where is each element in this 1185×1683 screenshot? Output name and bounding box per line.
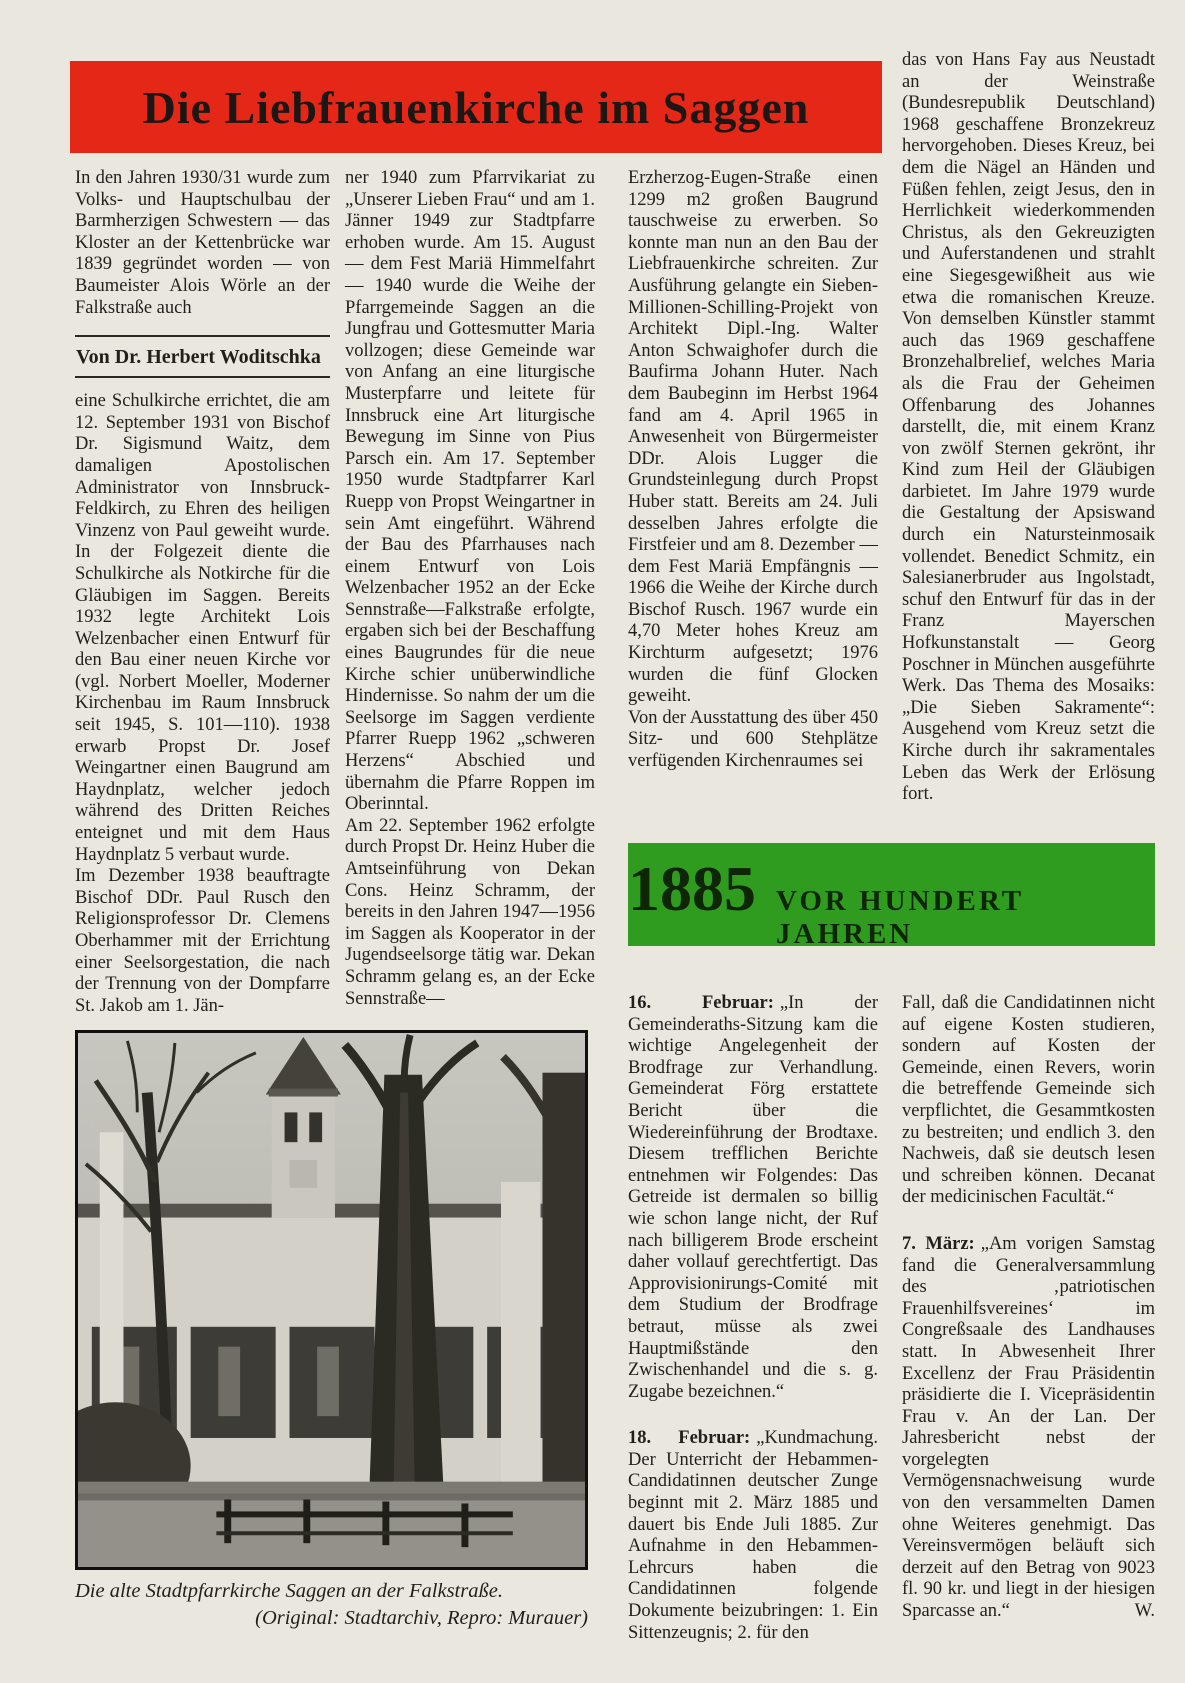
article-column-2 bbox=[345, 168, 595, 1010]
entry-text: „Kundmachung. Der Unterricht der Hebammen-Candidatinnen deutscher Zunge beginnt mit 2. März 1885 und dauert bis Ende Juli 1885. Zur Aufnahme in den Hebammen-Lehrcurs haben die Candidatinnen folgende Dokumente beizubringen: 1. Ein Sittenzeugnis; 2. für den bbox=[628, 1428, 878, 1643]
article-column-4 bbox=[902, 50, 1155, 806]
century-entry bbox=[628, 993, 878, 1403]
body-paragraph: das von Hans Fay aus Neustadt an der Weinstraße (Bundesrepublik Deutschland) 1968 geschaffene Bronzekreuz hervorgehoben. Dieses Kreuz, bei dem die Nägel an Händen und Füßen fehlen, zeigt Jesus, den in Herrlichkeit wiederkommenden Christus, als den Gekreuzigten und Auferstandenen und strahlt eine Siegesgewißheit aus wie etwa die romanischen Kreuze. Von demselben Künstler stammt auch das 1969 geschaffene Bronzehalbrelief, welches Maria als die Frau der Geheimen Offenbarung des Johannes darstellt, die, mit einem Kranz von zwölf Sternen gekrönt, ihr Kind zum Heil der Gläubigen darbietet. Im Jahre 1979 wurde die Gestaltung der Apsiswand durch ein Natursteinmosaik vollendet. Benedict Schmitz, ein Salesianerbruder aus Ingolstadt, schuf den Entwurf für das in der Franz Mayerschen Hofkunstanstalt — Georg Poschner in München ausgeführte Werk. Das Thema des Mosaiks: „Die Sieben Sakramente“: Ausgehend vom Kreuz setzt die Kirche durch ihr sakramentales Leben das Werk der Erlösung fort. bbox=[902, 50, 1155, 805]
body-paragraph: Am 22. September 1962 erfolgte durch Propst Dr. Heinz Huber die Amtseinführung von Dekan Cons. Heinz Schramm, der bereits in den Jahren 1947—1956 im Saggen als Kooperator in der Jugendseelsorge tätig war. Dekan Schramm gelang es, an der Ecke Sennstraße— bbox=[345, 815, 595, 1009]
body-paragraph: eine Schulkirche errichtet, die am 12. September 1931 von Bischof Dr. Sigismund Waitz, dem damaligen Apostolischen Administrator von Innsbruck-Feldkirch, zu Ehren des heiligen Vinzenz von Paul geweiht wurde. In der Folgezeit diente die Schulkirche als Notkirche für die Gläubigen im Saggen. Bereits 1932 legte Architekt Lois Welzenbacher einen Entwurf für den Bau einer neuen Kirche vor (vgl. Norbert Moeller, Moderner Kirchenbau im Raum Innsbruck seit 1945, S. 101—110). 1938 erwarb Propst Dr. Josef Weingartner einen Baugrund am Haydnplatz, welcher jedoch während des Dritten Reiches enteignet und mit dem Haus Haydnplatz 5 verbaut wurde. bbox=[75, 391, 330, 865]
century-banner-title: VOR HUNDERT JAHREN bbox=[776, 885, 1024, 950]
century-entry bbox=[902, 1234, 1155, 1623]
entry-date: 7. März: bbox=[902, 1233, 975, 1254]
church-photo bbox=[75, 1030, 588, 1570]
entry-text: Fall, daß die Candidatinnen nicht auf eigene Kosten studieren, sondern auf Kosten der Gemeinde, einen Revers, worin die betreffende Gemeinde sich verpflichtet, die Gesammtkosten zu bestreiten; und endlich 3. den Nachweis, daß sie deutsch lesen und schreiben können. Decanat der medicinischen Facultät.“ bbox=[902, 993, 1155, 1208]
body-paragraph: ner 1940 zum Pfarrvikariat zu „Unserer Lieben Frau“ und am 1. Jänner 1949 zur Stadtpfarre erhoben wurde. Am 15. August — dem Fest Mariä Himmelfahrt — 1940 wurde die Weihe der Pfarrgemeinde Saggen an die Jungfrau und Gottesmutter Maria vollzogen; diese Gemeinde war von Anfang an eine liturgische Musterpfarre und leitete für Innsbruck eine Art liturgische Bewegung im Sinne von Pius Parsch ein. Am 17. September 1950 wurde Stadtpfarrer Karl Ruepp von Propst Weingartner in sein Amt eingeführt. Während der Bau des Pfarrhauses nach einem Entwurf von Lois Welzenbacher 1952 an der Ecke Sennstraße—Falkstraße erfolgte, ergaben sich bei der Beschaffung eines Baugrundes für die neue Kirche schier unüberwindliche Hindernisse. So nahm der um die Seelsorge im Saggen verdiente Pfarrer Ruepp 1962 „schweren Herzens“ Abschied und übernahm die Pfarre Roppen im Oberinntal. bbox=[345, 168, 595, 815]
caption-line-1: Die alte Stadtpfarrkirche Saggen an der Falkstraße. bbox=[75, 1580, 503, 1602]
body-paragraph: Im Dezember 1938 beauftragte Bischof DDr. Paul Rusch den Religionsprofessor Dr. Clemens Oberhammer mit der Errichtung einer Seelsorgestation, die nach der Trennung von der Dompfarre St. Jakob am 1. Jän- bbox=[75, 866, 330, 1016]
church-photo-art bbox=[78, 1033, 585, 1567]
century-banner bbox=[628, 843, 1155, 950]
photo-caption bbox=[75, 1578, 588, 1632]
entry-text: „Am vorigen Samstag fand die Generalversammlung des ‚patriotischen Frauenhilfsvereines‘ im Congreßsaale des Landhauses statt. In Abwesenheit Ihrer Excellenz der Frau Präsidentin präsidierte die I. Vicepräsidentin Frau v. An der Lan. Der Jahresbericht nebst der vorgelegten Vermögensnachweisung wurde von den versammelten Damen ohne Weiteres genehmigt. Das Vereinsvermögen beläuft sich derzeit auf den Betrag von 9023 fl. 90 kr. und liegt in der hiesigen Sparcasse an.“ bbox=[902, 1233, 1156, 1622]
body-paragraph: In den Jahren 1930/31 wurde zum Volks- und Hauptschulbau der Barmherzigen Schwestern — das Kloster an der Kettenbrücke war 1839 gegründet worden — von Baumeister Alois Wörle an der Falkstraße auch bbox=[75, 168, 330, 318]
byline: Von Dr. Herbert Woditschka bbox=[75, 335, 330, 378]
article-column-1 bbox=[75, 168, 330, 1017]
article-column-3 bbox=[628, 168, 878, 773]
caption-line-2: (Original: Stadtarchiv, Repro: Murauer) bbox=[255, 1607, 588, 1629]
century-year: 1885 bbox=[628, 853, 756, 924]
century-entry bbox=[628, 1428, 878, 1644]
entry-text: „In der Gemeinderaths-Sitzung kam die wichtige Angelegenheit der Brodfrage zur Verhandlung. Gemeinderat Förg erstattete Bericht über die Wiedereinführung der Brodtaxe. Diesem trefflichen Berichte entnehmen wir Folgendes: Das Getreide ist dermalen so billig wie schon lange nicht, der Ruf nach billigerem Brode erscheint daher vollauf gerechtfertigt. Das Approvisionirungs-Comité mit dem Studium der Brodfrage betraut, müsse als zwei Hauptmißstände den Zwischenhandel und die s. g. Zugabe bezeichnen.“ bbox=[628, 993, 878, 1402]
author-signature: W. bbox=[1134, 1601, 1155, 1622]
century-column-left bbox=[628, 993, 878, 1644]
body-paragraph: Von der Ausstattung des über 450 Sitz- und 600 Stehplätze verfügenden Kirchenraumes sei bbox=[628, 707, 878, 772]
headline-banner bbox=[70, 61, 882, 153]
entry-date: 16. Februar: bbox=[628, 993, 774, 1013]
century-column-right bbox=[902, 993, 1155, 1623]
page-title: Die Liebfrauenkirche im Saggen bbox=[142, 81, 810, 133]
entry-date: 18. Februar: bbox=[628, 1428, 751, 1449]
body-paragraph: Erzherzog-Eugen-Straße einen 1299 m2 großen Baugrund tauschweise zu erwerben. So konnte man nun an den Bau der Liebfrauenkirche schreiten. Zur Ausführung gelangte ein Sieben-Millionen-Schilling-Projekt von Architekt Dipl.-Ing. Walter Anton Schwaighofer durch die Baufirma Johann Huter. Nach dem Baubeginn im Herbst 1964 fand am 4. April 1965 in Anwesenheit von Bürgermeister DDr. Alois Lugger die Grundsteinlegung durch Propst Huber statt. Bereits am 24. Juli desselben Jahres erfolgte die Firstfeier und am 8. Dezember — dem Fest Mariä Empfängnis — 1966 die Weihe der Kirche durch Bischof Rusch. 1967 wurde ein 4,70 Meter hohes Kreuz am Kirchturm aufgesetzt; 1976 wurden die fünf Glocken geweiht. bbox=[628, 168, 878, 707]
century-entry bbox=[902, 993, 1155, 1209]
